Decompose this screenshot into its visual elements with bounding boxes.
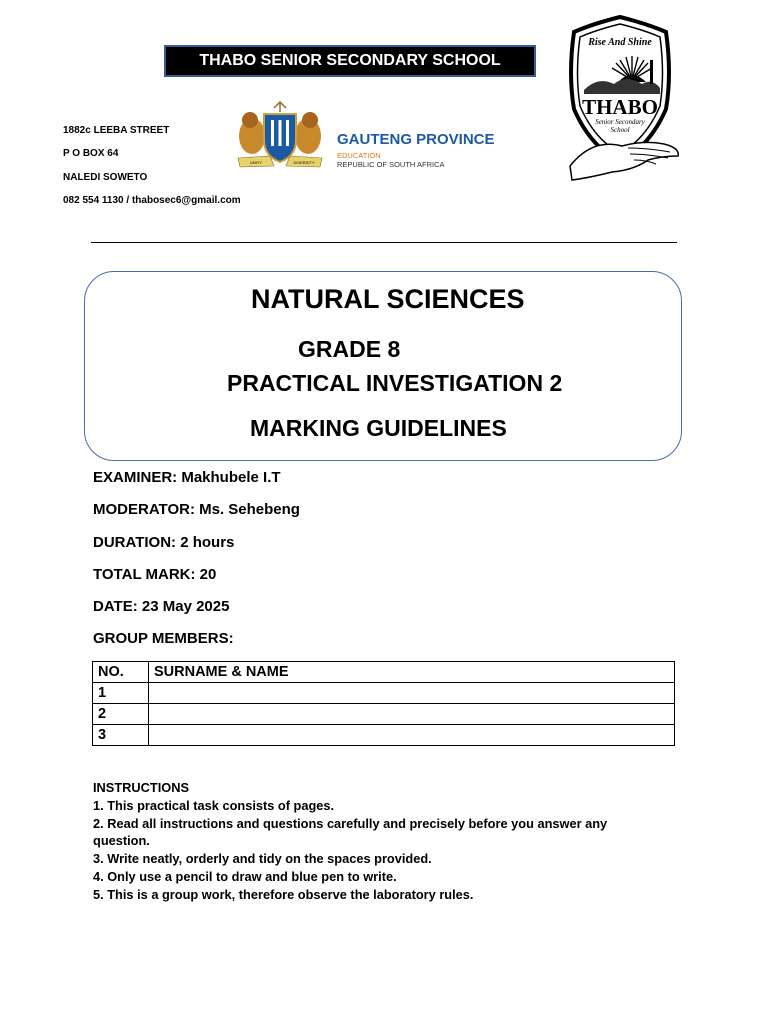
table-header-row (93, 662, 675, 683)
moderator-line: MODERATOR: Ms. Sehebeng (93, 501, 300, 519)
gauteng-province-logo (230, 100, 500, 172)
svg-text:THABO: THABO (582, 95, 658, 119)
row-name-cell[interactable] (149, 683, 675, 704)
examiner-line: EXAMINER: Makhubele I.T (93, 469, 281, 486)
group-members-table (92, 661, 675, 746)
address-suburb: NALEDI SOWETO (63, 171, 148, 183)
exam-info (93, 468, 300, 662)
header-no: NO. (93, 662, 149, 683)
instruction-item: 4. Only use a pencil to draw and blue pen to write. (93, 868, 397, 884)
table-row (93, 725, 675, 746)
row-number: 3 (93, 725, 149, 746)
instruction-item: 5. This is a group work, therefore observe the laboratory rules. (93, 886, 474, 902)
province-country: REPUBLIC OF SOUTH AFRICA (337, 160, 445, 169)
group-members-label: GROUP MEMBERS: (93, 630, 234, 648)
instructions-heading: INSTRUCTIONS (93, 780, 189, 795)
grade-title: GRADE 8 (298, 336, 401, 362)
school-name-banner: THABO SENIOR SECONDARY SCHOOL (164, 45, 536, 77)
date-line: DATE: 23 May 2025 (93, 598, 230, 616)
svg-text:DIVERSITY: DIVERSITY (293, 160, 315, 165)
row-name-cell[interactable] (149, 725, 675, 746)
total-mark-line: TOTAL MARK: 20 (93, 565, 217, 583)
address-contact: 082 554 1130 / thabosec6@gmail.com (63, 194, 241, 206)
svg-text:Rise And Shine: Rise And Shine (588, 37, 652, 48)
school-address (63, 124, 241, 217)
address-street: 1882c LEEBA STREET (63, 125, 170, 136)
row-number: 2 (93, 704, 149, 725)
address-po-box: P O BOX 64 (63, 148, 119, 160)
instruction-item: 3. Write neatly, orderly and tidy on the spaces provided. (93, 851, 432, 867)
province-name: GAUTENG PROVINCE (337, 131, 495, 148)
task-title: PRACTICAL INVESTIGATION 2 (227, 370, 563, 396)
instruction-item: 1. This practical task consists of pages. (93, 797, 335, 813)
subject-title: NATURAL SCIENCES (251, 284, 525, 314)
duration-line: DURATION: 2 hours (93, 533, 235, 551)
thabo-school-logo (552, 14, 688, 182)
province-department: EDUCATION (337, 151, 381, 160)
header-surname-name: SURNAME & NAME (149, 662, 675, 683)
svg-text:UNITY: UNITY (250, 160, 262, 165)
table-row (93, 683, 675, 704)
instruction-item: 2. Read all instructions and questions carefully and precisely before you answer any question. (93, 815, 608, 849)
table-row (93, 704, 675, 725)
instructions (93, 779, 653, 904)
document-type-title: MARKING GUIDELINES (250, 415, 507, 441)
header-divider (91, 242, 677, 243)
coat-of-arms-icon (230, 100, 330, 172)
svg-text:School: School (610, 126, 630, 134)
svg-text:Senior Secondary: Senior Secondary (595, 118, 645, 126)
row-number: 1 (93, 683, 149, 704)
row-name-cell[interactable] (149, 704, 675, 725)
